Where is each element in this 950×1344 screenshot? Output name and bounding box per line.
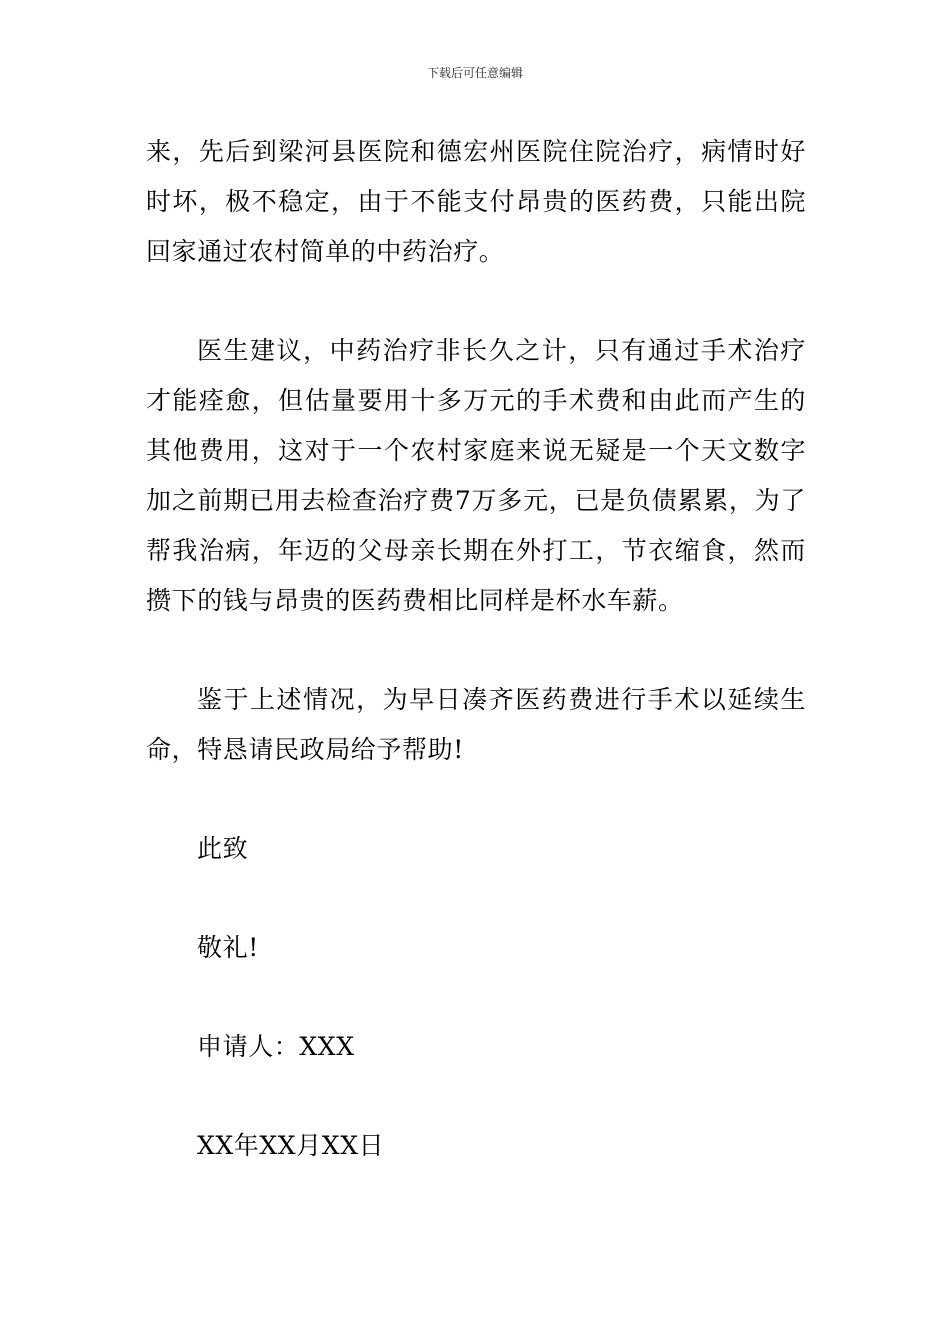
date-line: XX年XX月XX日: [197, 1131, 385, 1160]
paragraph-gap: [146, 874, 806, 923]
salutation-line-1: 此致: [197, 834, 249, 863]
paragraph-1: 来，先后到梁河县医院和德宏州医院住院治疗，病情时好时坏，极不稳定，由于不能支付昂贵的医药费，只能出院回家通过农村简单的中药治疗。: [146, 137, 806, 266]
applicant-line: 申请人：XXX: [197, 1032, 355, 1061]
paragraph-gap: [146, 1072, 806, 1121]
paragraph-gap: [146, 626, 806, 675]
paragraph-gap: [146, 775, 806, 824]
paragraph-gap: [146, 973, 806, 1022]
paragraph-gap: [146, 277, 806, 326]
paragraph-2: 医生建议，中药治疗非长久之计，只有通过手术治疗才能痊愈，但估量要用十多万元的手术费和由此而产生的其他费用，这对于一个农村家庭来说无疑是一个天文数字加之前期已用去检查治疗费7万多元，已是负债累累，为了帮我治病，年迈的父母亲长期在外打工，节衣缩食，然而攒下的钱与昂贵的医药费相比同样是杯水车薪。: [146, 336, 806, 615]
salutation-line-2: 敬礼!: [197, 933, 259, 962]
page-header-note: 下载后可任意编辑: [426, 66, 523, 80]
letter-body: [146, 127, 806, 1171]
paragraph-3: 鉴于上述情况，为早日凑齐医药费进行手术以延续生命，特恳请民政局给予帮助!: [146, 685, 806, 764]
